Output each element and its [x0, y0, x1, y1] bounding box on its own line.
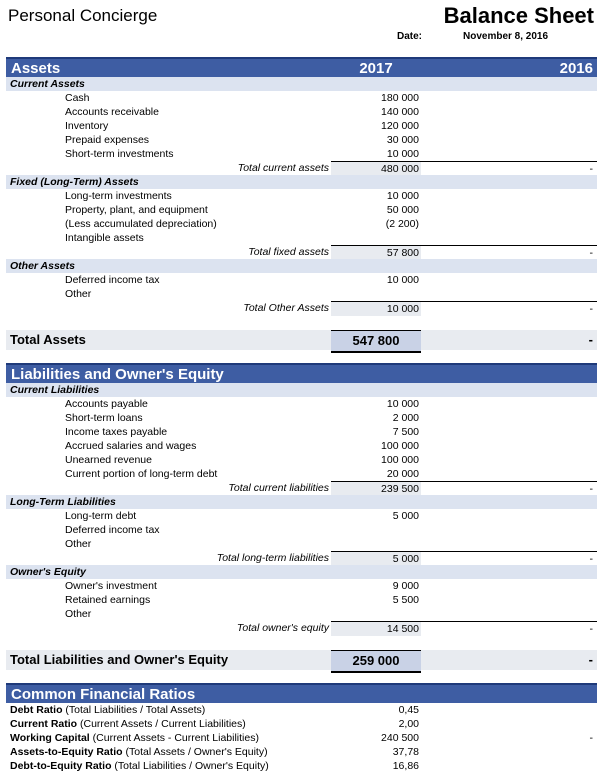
category-owners-equity: Owner's Equity — [6, 565, 597, 579]
total-other-assets-row — [6, 301, 597, 315]
line-item-value: 20 000 — [386, 468, 419, 480]
total-fixed-assets-row — [6, 245, 597, 259]
total-label: Total owner's equity — [236, 622, 329, 634]
line-item-row — [6, 579, 597, 593]
date-label: Date: — [397, 31, 423, 42]
ratio-name: Debt Ratio — [10, 704, 63, 716]
line-item-row — [6, 467, 597, 481]
total-long-term-liabilities-row — [6, 551, 597, 565]
line-item-label: Owner's investment — [65, 580, 157, 592]
ratio-name: Working Capital — [10, 732, 90, 744]
line-item-value: 10 000 — [386, 148, 419, 160]
line-item-value: 7 500 — [392, 426, 419, 438]
total-assets-value-2016: - — [588, 332, 593, 347]
line-item-label: Prepaid expenses — [65, 134, 150, 146]
line-item-row — [6, 537, 597, 551]
line-item-label: Accounts receivable — [65, 106, 159, 118]
ratio-row — [6, 759, 597, 773]
category-current-liabilities: Current Liabilities — [6, 383, 597, 397]
line-item-value: 9 000 — [392, 580, 419, 592]
line-item-label: Other — [65, 288, 92, 300]
total-assets-value: 547 800 — [331, 330, 421, 353]
line-item-row — [6, 203, 597, 217]
total-value: 239 500 — [331, 481, 421, 496]
total-liabilities-equity-value: 259 000 — [331, 650, 421, 673]
line-item-row — [6, 453, 597, 467]
line-item-row — [6, 133, 597, 147]
ratio-description: (Current Assets - Current Liabilities) — [89, 732, 259, 744]
ratio-label — [10, 717, 246, 731]
year-2016-header: 2016 — [559, 60, 593, 77]
ratio-label — [10, 759, 269, 773]
ratios-title: Common Financial Ratios — [11, 686, 196, 703]
line-item-label: Short-term loans — [65, 412, 143, 424]
ratio-description: (Total Assets / Owner's Equity) — [122, 746, 268, 758]
line-item-label: Cash — [65, 92, 90, 104]
ratio-description: (Current Assets / Current Liabilities) — [77, 718, 246, 730]
line-item-row — [6, 273, 597, 287]
total-value: 5 000 — [331, 551, 421, 566]
total-label: Total Other Assets — [243, 302, 329, 314]
ratio-label — [10, 703, 205, 717]
line-item-row — [6, 593, 597, 607]
line-item-label: Retained earnings — [65, 594, 151, 606]
total-label: Total long-term liabilities — [216, 552, 329, 564]
total-label: Total current liabilities — [228, 482, 329, 494]
line-item-value: 100 000 — [381, 454, 419, 466]
total-value-2016: - — [335, 481, 597, 496]
line-item-value: (2 200) — [385, 218, 419, 230]
ratio-value: 16,86 — [392, 760, 419, 772]
total-value-2016: - — [335, 621, 597, 636]
line-item-row — [6, 105, 597, 119]
ratio-row — [6, 745, 597, 759]
line-item-value: 50 000 — [386, 204, 419, 216]
line-item-value: 5 000 — [392, 510, 419, 522]
line-item-value: 30 000 — [386, 134, 419, 146]
total-label: Total current assets — [237, 162, 329, 174]
line-item-value: 120 000 — [381, 120, 419, 132]
line-item-row — [6, 147, 597, 161]
total-value-2016: - — [335, 245, 597, 260]
line-item-row — [6, 425, 597, 439]
ratio-label — [10, 745, 268, 759]
ratio-value: 0,45 — [398, 704, 419, 716]
total-liabilities-equity-value-2016: - — [588, 652, 593, 667]
ratio-name: Assets-to-Equity Ratio — [10, 746, 123, 758]
line-item-value: 140 000 — [381, 106, 419, 118]
line-item-value: 5 500 — [392, 594, 419, 606]
line-item-value: 100 000 — [381, 440, 419, 452]
total-label: Total fixed assets — [248, 246, 329, 258]
ratios-section — [6, 683, 597, 773]
line-item-label: Short-term investments — [65, 148, 174, 160]
liabilities-title: Liabilities and Owner's Equity — [11, 366, 224, 383]
total-liabilities-equity-row — [6, 650, 597, 670]
ratio-label — [10, 731, 259, 745]
line-item-row — [6, 217, 597, 231]
total-liabilities-equity-label: Total Liabilities and Owner's Equity — [10, 652, 229, 667]
assets-title: Assets — [11, 60, 61, 77]
ratio-name: Debt-to-Equity Ratio — [10, 760, 112, 772]
liabilities-section — [6, 363, 597, 635]
line-item-label: Inventory — [65, 120, 109, 132]
total-owners-equity-row — [6, 621, 597, 635]
line-item-row — [6, 189, 597, 203]
line-item-label: Deferred income tax — [65, 274, 160, 286]
ratio-row — [6, 731, 597, 745]
ratio-row — [6, 717, 597, 731]
total-value: 480 000 — [331, 161, 421, 176]
total-assets-label: Total Assets — [10, 332, 86, 347]
total-value: 57 800 — [331, 245, 421, 260]
total-value-2016: - — [335, 161, 597, 176]
line-item-label: Long-term investments — [65, 190, 172, 202]
line-item-row — [6, 397, 597, 411]
line-item-label: Accounts payable — [65, 398, 148, 410]
total-value-2016: - — [335, 551, 597, 566]
ratio-value: 37,78 — [392, 746, 419, 758]
assets-section — [6, 57, 597, 315]
line-item-value: 180 000 — [381, 92, 419, 104]
page-title: Balance Sheet — [443, 3, 594, 28]
total-value: 10 000 — [331, 301, 421, 316]
line-item-label: (Less accumulated depreciation) — [65, 218, 217, 230]
line-item-label: Other — [65, 608, 92, 620]
category-fixed-assets: Fixed (Long-Term) Assets — [6, 175, 597, 189]
line-item-value: 10 000 — [386, 190, 419, 202]
ratios-header-bar — [6, 683, 597, 703]
ratio-value-2016: - — [589, 732, 593, 744]
line-item-row — [6, 607, 597, 621]
category-other-assets: Other Assets — [6, 259, 597, 273]
line-item-label: Income taxes payable — [65, 426, 168, 438]
company-name: Personal Concierge — [8, 6, 158, 25]
line-item-label: Current portion of long-term debt — [65, 468, 218, 480]
category-long-term-liabilities: Long-Term Liabilities — [6, 495, 597, 509]
line-item-label: Other — [65, 538, 92, 550]
ratio-row — [6, 703, 597, 717]
line-item-label: Long-term debt — [65, 510, 137, 522]
line-item-label: Accrued salaries and wages — [65, 440, 197, 452]
ratio-description: (Total Liabilities / Owner's Equity) — [111, 760, 269, 772]
ratio-value: 240 500 — [381, 732, 419, 744]
line-item-value: 2 000 — [392, 412, 419, 424]
line-item-label: Unearned revenue — [65, 454, 152, 466]
line-item-row — [6, 231, 597, 245]
line-item-row — [6, 119, 597, 133]
line-item-row — [6, 287, 597, 301]
ratio-description: (Total Liabilities / Total Assets) — [62, 704, 206, 716]
line-item-value: 10 000 — [386, 274, 419, 286]
line-item-row — [6, 509, 597, 523]
category-current-assets: Current Assets — [6, 77, 597, 91]
total-assets-row — [6, 330, 597, 350]
year-2017-header: 2017 — [359, 60, 393, 77]
total-value-2016: - — [335, 301, 597, 316]
total-current-assets-row — [6, 161, 597, 175]
total-current-liabilities-row — [6, 481, 597, 495]
line-item-row — [6, 439, 597, 453]
ratio-value: 2,00 — [398, 718, 419, 730]
total-value: 14 500 — [331, 621, 421, 636]
date-value: November 8, 2016 — [463, 31, 549, 42]
line-item-row — [6, 411, 597, 425]
assets-header-bar — [6, 57, 597, 77]
line-item-label: Intangible assets — [65, 232, 144, 244]
line-item-value: 10 000 — [386, 398, 419, 410]
ratio-name: Current Ratio — [10, 718, 78, 730]
line-item-label: Property, plant, and equipment — [65, 204, 208, 216]
line-item-row — [6, 91, 597, 105]
line-item-row — [6, 523, 597, 537]
liabilities-header-bar — [6, 363, 597, 383]
line-item-label: Deferred income tax — [65, 524, 160, 536]
